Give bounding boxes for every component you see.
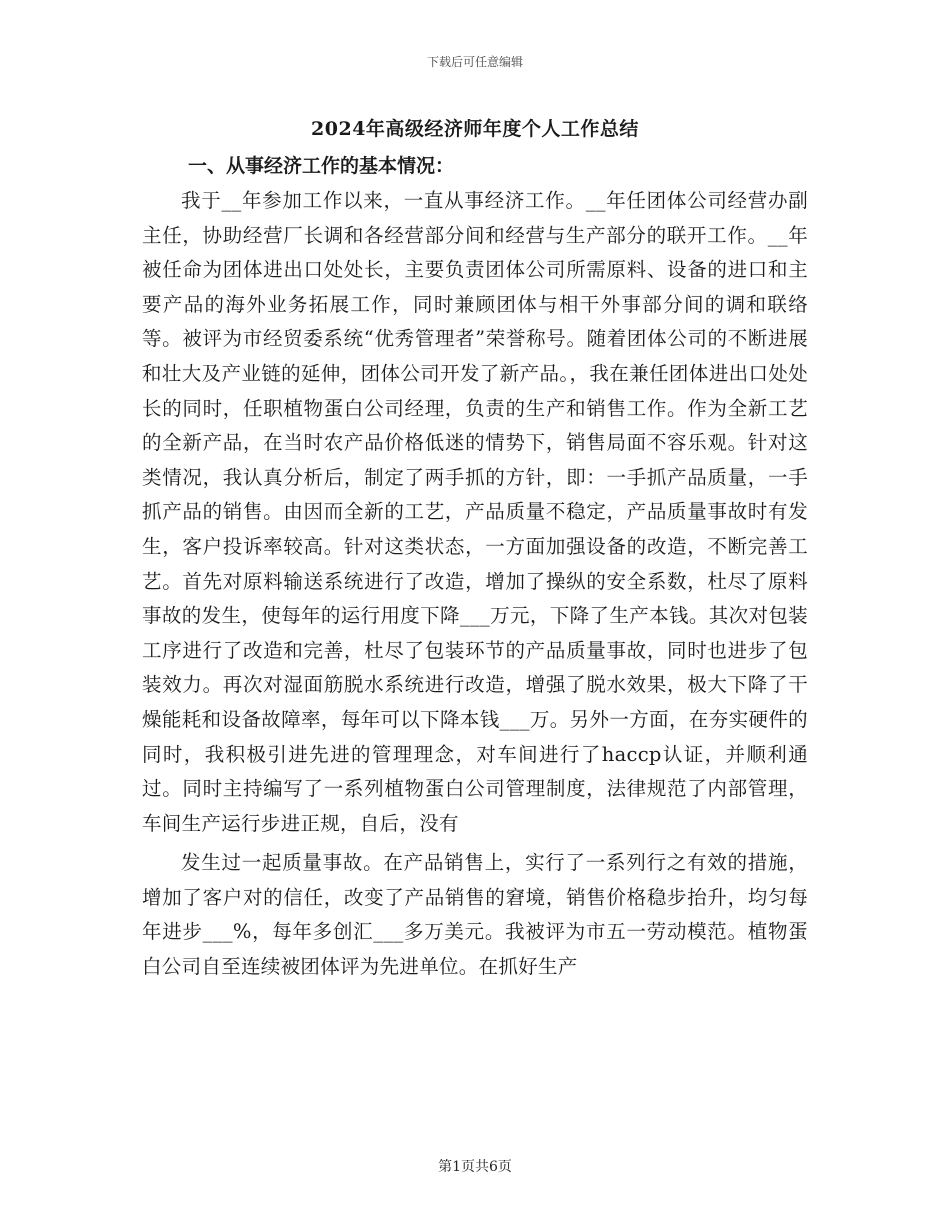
body-paragraph-2: 发生过一起质量事故。在产品销售上，实行了一系列行之有效的措施，增加了客户对的信任，改变了产品销售的窘境，销售价格稳步抬升，均匀每年进步___%，每年多创汇___多万美元。我被评为市五一劳动模范。植物蛋白公司自至连续被团体评为先进单位。在抓好生产 xyxy=(142,851,808,979)
body-paragraph-1: 我于__年参加工作以来，一直从事经济工作。__年任团体公司经营办副主任，协助经营厂长调和各经营部分间和经营与生产部分的联开工作。__年被任命为团体进出口处处长，主要负责团体公司所需原料、设备的进口和主要产品的海外业务拓展工作，同时兼顾团体与相干外事部分间的调和联络等。被评为市经贸委系统“优秀管理者”荣誉称号。随着团体公司的不断进展和壮大及产业链的延伸，团体公司开发了新产品。，我在兼任团体进出口处处长的同时，任职植物蛋白公司经理，负责的生产和销售工作。作为全新工艺的全新产品，在当时农产品价格低迷的情势下，销售局面不容乐观。针对这类情况，我认真分析后，制定了两手抓的方针，即：一手抓产品质量，一手抓产品的销售。由因而全新的工艺，产品质量不稳定，产品质量事故时有发生，客户投诉率较高。针对这类状态，一方面加强设备的改造，不断完善工艺。首先对原料输送系统进行了改造，增加了操纵的安全系数，杜尽了原料事故的发生，使每年的运行用度下降___万元，下降了生产本钱。其次对包装工序进行了改造和完善，杜尽了包装环节的产品质量事故，同时也进步了包装效力。再次对湿面筋脱水系统进行改造，增强了脱水效果，极大下降了干燥能耗和设备故障率，每年可以下降本钱___万。另外一方面，在夯实硬件的同时，我积极引进先进的管理理念，对车间进行了haccp认证，并顺利通过。同时主持编写了一系列植物蛋白公司管理制度，法律规范了内部管理，车间生产运行步进正规，自后，没有 xyxy=(142,189,808,835)
page-header-note: 下载后可任意编辑 xyxy=(426,55,523,69)
document-body xyxy=(142,184,808,985)
document-title: 2024年高级经济师年度个人工作总结 xyxy=(311,118,639,140)
page-footer-page-number: 第1页共6页 xyxy=(438,1159,512,1175)
section-heading: 一、从事经济工作的基本情况： xyxy=(188,155,455,177)
